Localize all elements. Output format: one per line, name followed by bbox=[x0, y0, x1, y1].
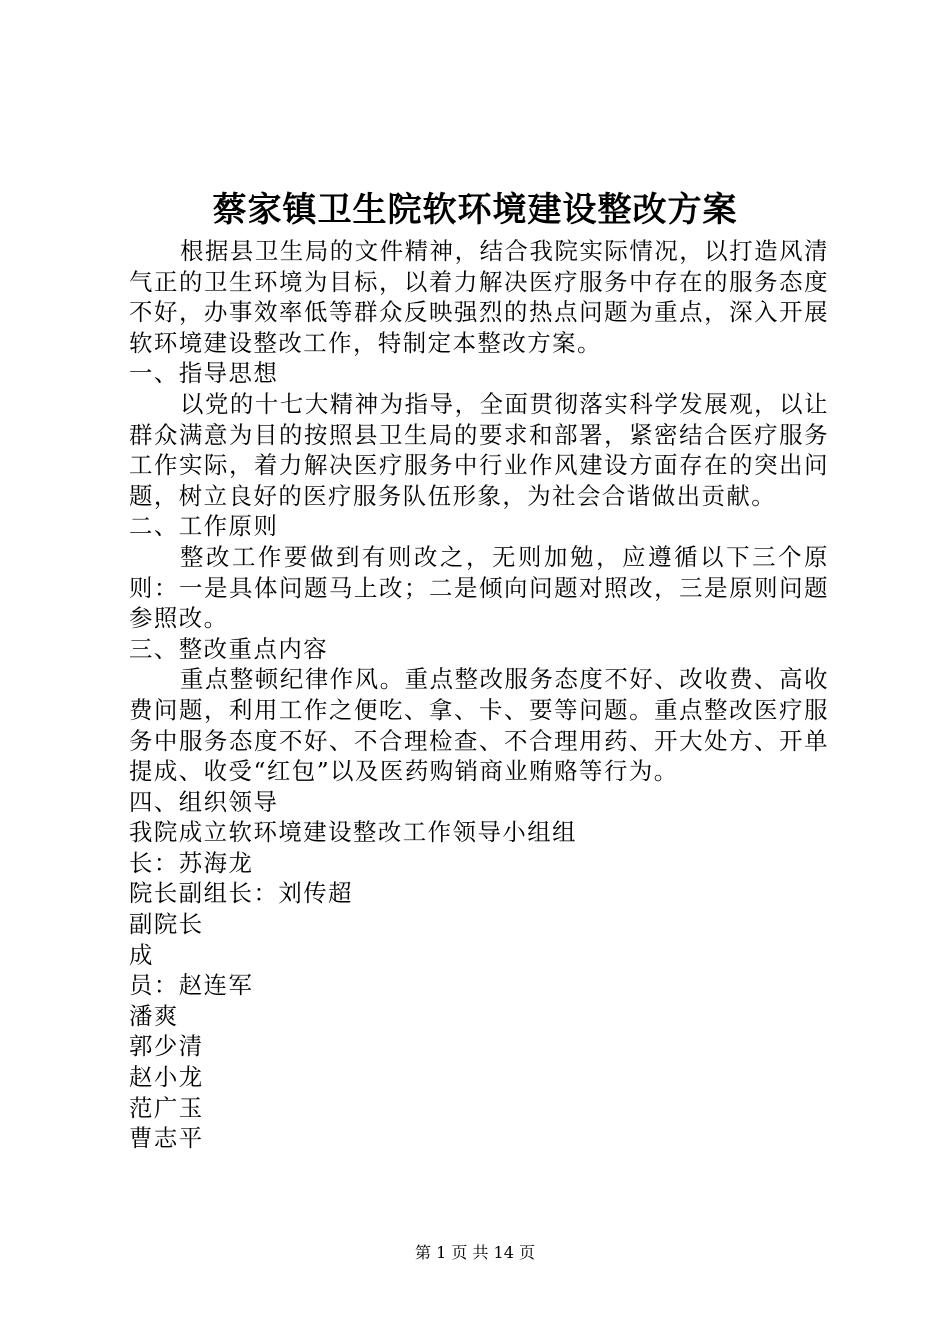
organization-line: 长：苏海龙 bbox=[129, 848, 254, 877]
section-paragraph-key-content: 重点整顿纪律作风。重点整改服务态度不好、改收费、高收费问题，利用工作之便吃、拿、卡、要等问题。重点整改医疗服务中服务态度不好、不合理检查、不合理用药、开大处方、开单提成、收受“红包”以及医药购销商业贿赂等行为。 bbox=[129, 665, 829, 786]
organization-line: 成 bbox=[129, 940, 154, 969]
organization-line: 员：赵连军 bbox=[129, 971, 254, 1000]
organization-line: 范广玉 bbox=[129, 1093, 204, 1122]
organization-line: 郭少清 bbox=[129, 1032, 204, 1061]
document-body bbox=[129, 236, 829, 1154]
organization-line: 我院成立软环境建设整改工作领导小组组 bbox=[129, 818, 578, 847]
page-number-footer: 第 1 页 共 14 页 bbox=[415, 1243, 535, 1262]
organization-line: 赵小龙 bbox=[129, 1063, 204, 1092]
organization-line: 潘爽 bbox=[129, 1001, 179, 1030]
intro-paragraph: 根据县卫生局的文件精神，结合我院实际情况，以打造风清气正的卫生环境为目标，以着力解决医疗服务中存在的服务态度不好，办事效率低等群众反映强烈的热点问题为重点，深入开展软环境建设整改工作，特制定本整改方案。 bbox=[129, 237, 829, 357]
organization-line: 副院长 bbox=[129, 910, 204, 939]
section-paragraph-guiding-ideology: 以党的十七大精神为指导，全面贯彻落实科学发展观，以让群众满意为目的按照县卫生局的要求和部署，紧密结合医疗服务工作实际，着力解决医疗服务中行业作风建设方面存在的突出问题，树立良好的医疗服务队伍形象，为社会合谐做出贡献。 bbox=[129, 389, 829, 510]
document-title: 蔡家镇卫生院软环境建设整改方案 bbox=[212, 190, 738, 230]
organization-line: 院长副组长：刘传超 bbox=[129, 879, 354, 908]
section-paragraph-work-principles: 整改工作要做到有则改之，无则加勉，应遵循以下三个原则：一是具体问题马上改；二是倾向问题对照改，三是原则问题参照改。 bbox=[129, 542, 829, 633]
section-heading-organization: 四、组织领导 bbox=[129, 787, 279, 816]
section-heading-key-content: 三、整改重点内容 bbox=[129, 634, 329, 663]
organization-line: 曹志平 bbox=[129, 1124, 204, 1153]
section-heading-guiding-ideology: 一、指导思想 bbox=[129, 359, 279, 388]
section-heading-work-principles: 二、工作原则 bbox=[129, 512, 279, 541]
